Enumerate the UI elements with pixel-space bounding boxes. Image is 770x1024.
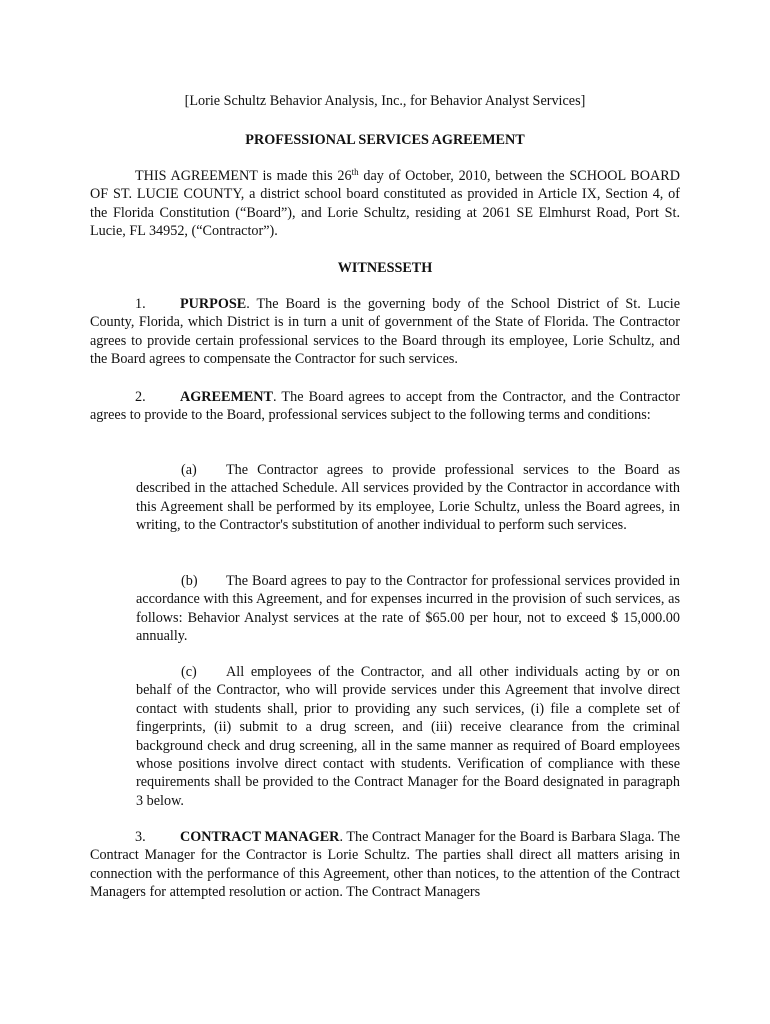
section-number: 2.: [135, 389, 146, 405]
subsection-label: (c): [181, 664, 197, 680]
section-text: . The Board agrees to accept from the Contractor, and the Contractor agrees to provide to the Board, professional services subject to the following terms and conditions:: [90, 389, 680, 424]
witnesseth-heading: WITNESSETH: [337, 260, 433, 276]
subsection-label: (b): [181, 573, 198, 589]
section-purpose: [90, 295, 680, 369]
section-number: 3.: [135, 829, 146, 845]
subsection-label: (a): [181, 462, 197, 478]
section-heading: CONTRACT MANAGER: [180, 829, 340, 845]
subsection-text: All employees of the Contractor, and all other individuals acting by or on behalf of the Contractor, who will provide services under this Agreement that involve direct contact with students shall, prior to providing any such services, (i) file a complete set of fingerprints, (ii) submit to a drug screen, and (iii) receive clearance from the criminal background check and drug screening, all in the same manner as required of Board employees whose positions involve direct contact with students. Verification of compliance with these requirements shall be provided to the Contract Manager for the Board designated in paragraph 3 below.: [136, 664, 680, 809]
intro-text-start: THIS AGREEMENT is made this 26: [135, 168, 352, 184]
intro-paragraph: [90, 167, 680, 241]
section-heading: AGREEMENT: [180, 389, 274, 405]
intro-text-end: day of October, 2010, between the SCHOOL BOARD OF ST. LUCIE COUNTY, a district school board constituted as provided in Article IX, Section 4, of the Florida Constitution (“Board”), and Lorie Schultz, residing at 2061 SE Elmhurst Road, Port St. Lucie, FL 34952, (“Contractor”).: [90, 168, 680, 240]
document-title: PROFESSIONAL SERVICES AGREEMENT: [245, 132, 525, 148]
subsection-c: [136, 663, 680, 810]
intro-superscript: th: [351, 167, 359, 177]
subsection-a: [136, 461, 680, 535]
subsection-text: The Board agrees to pay to the Contractor for professional services provided in accordance with this Agreement, and for expenses incurred in the provision of such services, as follows: Behavior Analyst services at the rate of $65.00 per hour, not to exceed $ 15,000.00 annually.: [136, 573, 680, 645]
section-text: . The Contract Manager for the Board is Barbara Slaga. The Contract Manager for the Contractor is Lorie Schultz. The parties shall direct all matters arising in connection with the performance of this Agreement, other than notices, to the attention of the Contract Managers for attempted resolution or action. The Contract Managers: [90, 829, 680, 901]
section-contract-manager: [90, 828, 680, 902]
subsection-b: [136, 572, 680, 646]
section-heading: PURPOSE: [180, 296, 247, 312]
section-agreement: [90, 388, 680, 425]
section-text: . The Board is the governing body of the School District of St. Lucie County, Florida, which District is in turn a unit of government of the State of Florida. The Contractor agrees to provide certain professional services to the Board through its employee, Lorie Schultz, and the Board agrees to compensate the Contractor for such services.: [90, 296, 680, 368]
header-note: [Lorie Schultz Behavior Analysis, Inc., for Behavior Analyst Services]: [184, 93, 586, 109]
section-number: 1.: [135, 296, 146, 312]
subsection-text: The Contractor agrees to provide professional services to the Board as described in the attached Schedule. All services provided by the Contractor in accordance with this Agreement shall be performed by its employee, Lorie Schultz, unless the Board agrees, in writing, to the Contractor's substitution of another individual to perform such services.: [136, 462, 680, 534]
